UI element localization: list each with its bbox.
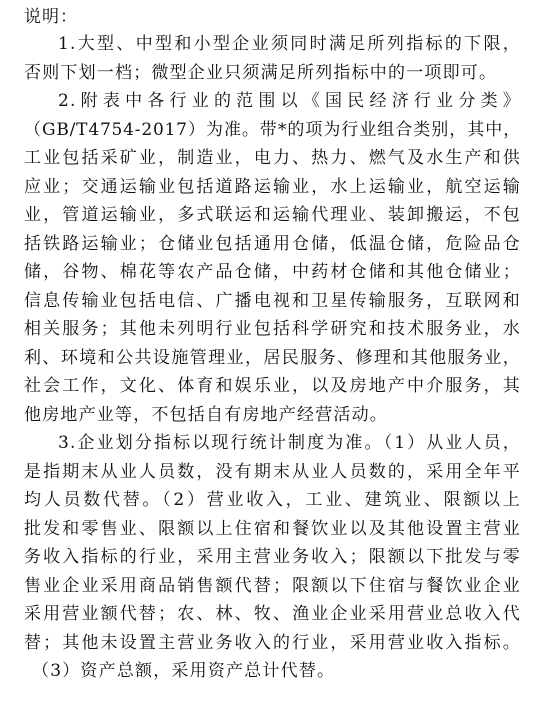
text-line: 括铁路运输业；仓储业包括通用仓储，低温仓储，危险品仓	[24, 233, 521, 254]
text-line: 应业；交通运输业包括道路运输业，水上运输业，航空运输	[24, 176, 521, 197]
text-line: 务收入指标的行业，采用主营业务收入；限额以下批发与零	[24, 547, 521, 567]
text-line: 利、环境和公共设施管理业，居民服务、修理和其他服务业，	[24, 347, 521, 368]
paragraph-1	[24, 30, 521, 87]
text-line: 是指期末从业人员数，没有期末从业人员数的，采用全年平	[24, 461, 521, 482]
text-line: （3）资产总额，采用资产总计代替。	[32, 661, 336, 681]
text-line: 工业包括采矿业，制造业，电力、热力、燃气及水生产和供	[24, 148, 521, 168]
text-line: 储，谷物、棉花等农产品仓储，中药材仓储和其他仓储业；	[24, 262, 521, 282]
document-heading: 说明：	[24, 7, 78, 27]
text-line: 3.企业划分指标以现行统计制度为准。（1）从业人员，	[58, 433, 521, 453]
text-line: 均人员数代替。（2）营业收入，工业、建筑业、限额以上	[24, 490, 521, 510]
text-line: 1.大型、中型和小型企业须同时满足所列指标的下限，	[58, 34, 521, 54]
text-line: 信息传输业包括电信、广播电视和卫星传输服务，互联网和	[24, 290, 521, 311]
text-line: 业，管道运输业，多式联运和运输代理业、装卸搬运，不包	[24, 205, 521, 225]
text-line: 采用营业额代替；农、林、牧、渔业企业采用营业总收入代	[24, 604, 521, 624]
text-line: 社会工作，文化、体育和娱乐业，以及房地产中介服务，其	[24, 376, 521, 396]
text-line: 批发和零售业、限额以上住宿和餐饮业以及其他设置主营业	[24, 518, 521, 539]
text-line: 2.附表中各行业的范围以《国民经济行业分类》	[58, 91, 521, 111]
text-line: 替；其他未设置主营业务收入的行业，采用营业收入指标。	[24, 632, 521, 653]
text-line: 售业企业采用商品销售额代替；限额以下住宿与餐饮业企业	[24, 575, 521, 596]
text-line: 相关服务；其他未列明行业包括科学研究和技术服务业，水	[24, 319, 521, 339]
text-line: 否则下划一档；微型企业只须满足所列指标中的一项即可。	[24, 62, 498, 83]
paragraph-3	[24, 429, 521, 686]
text-line: （GB/T4754-2017）为准。带*的项为行业组合类别，其中，	[24, 119, 521, 140]
text-line: 他房地产业等，不包括自有房地产经营活动。	[24, 404, 388, 425]
paragraph-2	[24, 87, 521, 429]
